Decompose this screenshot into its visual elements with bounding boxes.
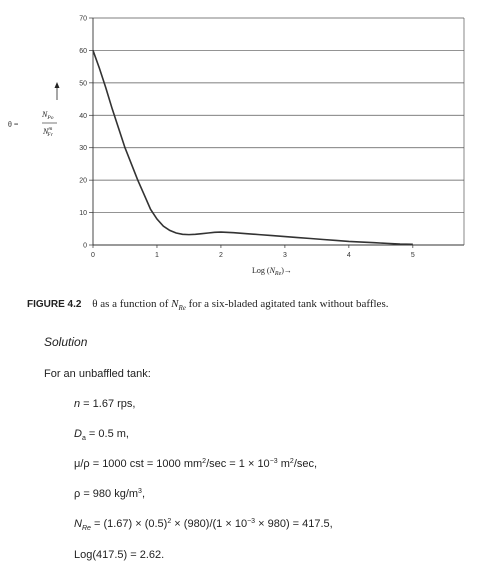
- x-tick-label: 1: [155, 252, 159, 259]
- x-tick-label: 4: [346, 252, 351, 259]
- equation-da: $D_a = 0.5$ m,: [74, 428, 129, 442]
- equation-density: ρ = 980 $kg/m^3$,: [74, 488, 146, 500]
- x-tick-label: 5: [410, 252, 415, 259]
- y-axis-label-num: $N_{Po}$: [42, 110, 54, 121]
- y-tick-label: 20: [79, 177, 87, 185]
- x-axis-label: Log $(N_{Re})\to$: [252, 266, 292, 277]
- y-axis-label-theta: θ =: [8, 120, 19, 129]
- y-tick-label: 0: [83, 242, 87, 250]
- intro-text: For an unbaffled tank:: [44, 368, 151, 380]
- x-tick-label: 0: [91, 252, 95, 259]
- figure-caption: [27, 298, 388, 310]
- y-tick-label: 60: [79, 47, 87, 55]
- y-tick-label: 10: [79, 210, 87, 218]
- y-tick-label: 70: [79, 15, 87, 23]
- y-tick-labels: [79, 16, 87, 250]
- y-tick-label: 50: [79, 80, 87, 88]
- y-tick-label: 40: [79, 112, 87, 120]
- y-tick-label: 30: [79, 145, 87, 153]
- equation-reynolds: $N_{Re} = (1.67) \times (0.5)^2 \times (980)/(1 \times 10^{-3} \times 980) = 417.5$,: [74, 518, 333, 532]
- figure-label: FIGURE 4.2: [27, 299, 82, 310]
- x-tick-label: 2: [218, 252, 223, 259]
- equation-log: Log(417.5) = 2.62.: [74, 549, 165, 561]
- caption-text: θ as a function of $N_{Re}$ for a six-bladed agitated tank without baffles.: [92, 298, 389, 312]
- x-tick-label: 3: [282, 252, 287, 259]
- chart-gridlines: [93, 18, 464, 245]
- x-tick-labels: [91, 252, 415, 259]
- equation-n: n = 1.67 rps,: [74, 398, 136, 410]
- y-arrowhead: [55, 82, 60, 88]
- solution-heading: Solution: [44, 335, 88, 349]
- equation-viscosity: μ/ρ = 1000 cst = 1000 $mm^2/\sec = 1 \times 10^{-3}$ $m^2/\sec$,: [74, 458, 318, 470]
- y-axis-label-den: $N^m$ Fr: [43, 126, 53, 138]
- chart-axes: [89, 18, 464, 248]
